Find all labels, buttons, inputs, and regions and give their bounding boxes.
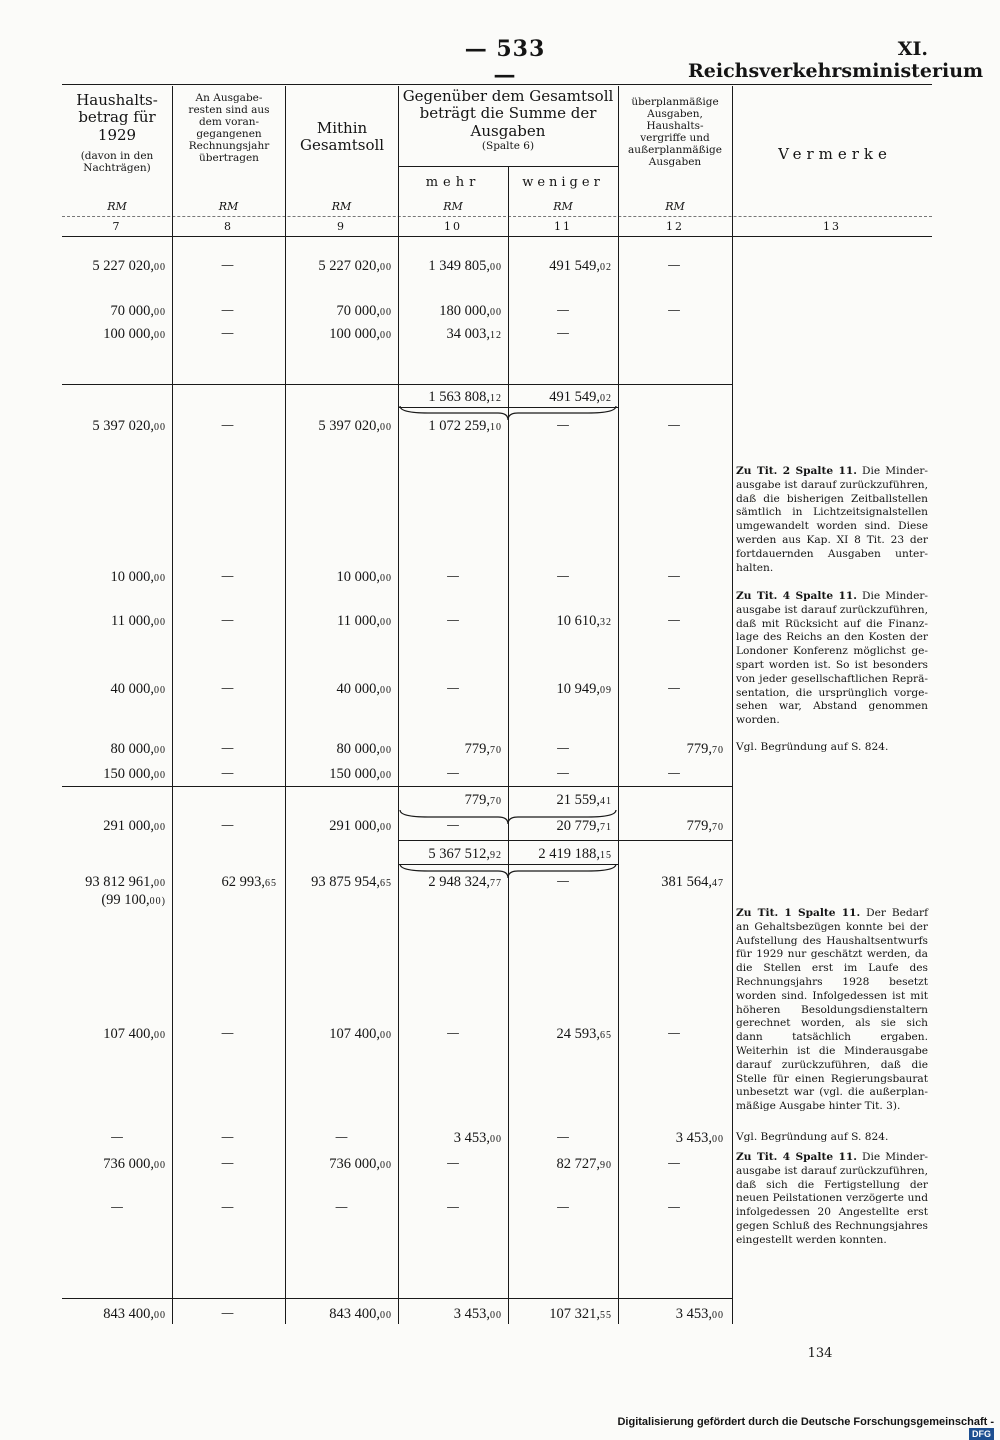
table-cell-c7: — [110,1200,124,1215]
table-cell-c11: — [556,303,570,318]
header-col-8 [178,92,280,164]
header-col-9 [300,120,384,155]
note-3-text: Vgl. Begründung auf S. 824. [736,741,889,753]
table-cell-c10: — [446,613,460,628]
note-1 [736,465,928,575]
table-cell-c10: — [446,569,460,584]
table-cell-c9: — [335,1130,348,1145]
header-col-10 [398,176,508,191]
note-2-text: Die Minderausgabe ist darauf zurückzuführen, daß mit Rücksicht auf die Finanzlage des Reichs an den Kosten der Londoner Konferenz möglichst gespart worden ist. So ist besonders von jeder gesellschaftlichen Repräsentation, die ursprünglich vorgesehen war, Abstand genommen worden. [736,590,928,727]
footer-text: Digitalisierung gefördert durch die Deutsche Forschungsgemeinschaft - [617,1416,994,1428]
dfg-logo: DFG [969,1428,994,1440]
colnum-7: 7 [112,220,122,233]
table-cell-c10: 779,70 [464,792,502,808]
table-cell-c10: 34 003,12 [446,326,502,342]
table-cell-c8: — [221,1306,234,1321]
table-cell-c7: 70 000,00 [110,303,166,319]
colnum-11: 11 [554,220,572,233]
table-cell-c12: — [667,418,681,433]
table-top-rule [62,84,932,85]
section-rule-b [62,786,732,787]
table-cell-c8: — [221,818,234,833]
table-cell-c11: — [556,1200,570,1215]
table-cell-c10: 1 072 259,10 [428,418,502,434]
table-cell-c12: 779,70 [686,741,724,757]
table-cell-c7: 5 397 020,00 [92,418,166,434]
header-col-7 [62,92,172,174]
table-cell-c10: 180 000,00 [439,303,502,319]
colnum-8: 8 [224,220,233,233]
table-cell-c8: — [221,1156,234,1171]
header-bottom-rule [62,236,932,237]
header-group [402,88,614,152]
table-cell-c8: — [221,1026,234,1041]
table-cell-c8: — [221,569,234,584]
table-cell-c9: 150 000,00 [329,766,392,782]
table-cell-c12: — [667,1026,681,1041]
table-cell-c8: — [221,613,234,628]
unit-col-8: RM [218,200,239,213]
header-col-11 [508,176,618,191]
section-title: XI. Reichsverkehrsministerium [688,38,984,82]
table-cell-c9: 10 000,00 [336,569,392,585]
unit-col-7: RM [107,200,127,213]
header-col-8-title: An Ausgabe- resten sind aus dem voran- gegangenen Rechnungsjahr übertragen [188,92,270,165]
table-cell-c11: 82 727,90 [556,1156,612,1172]
table-cell-c10: 1 349 805,00 [428,258,502,274]
table-cell-c7: 107 400,00 [103,1026,166,1042]
colnum-10: 10 [444,220,462,233]
table-cell-c9: 843 400,00 [329,1306,392,1322]
table-cell-c7: (99 100,00) [101,892,166,908]
table-cell-c7: 93 812 961,00 [85,874,166,890]
header-group-title: Gegenüber dem Gesamtsoll beträgt die Summe der Ausgaben [402,87,614,140]
header-col-12 [622,96,728,168]
table-cell-c9: 5 397 020,00 [318,418,392,434]
note-2 [736,590,928,728]
note-1-text: Die Minderausgabe ist darauf zurückzuführen, daß die bisherigen Zeitballstellen sämtlich in Lichtzeitsignalstellen umgewandelt worden sind. Diese werden aus Kap. XI 8 Tit. 23 der fortdauernden Ausgaben unterhalten. [736,465,928,574]
footer [608,1416,994,1440]
section-rule-a [62,384,732,385]
table-cell-c11: — [556,1130,570,1145]
note-1-head: Zu Tit. 2 Spalte 11. [736,465,857,477]
table-cell-c12: 3 453,00 [675,1130,724,1146]
table-cell-c9: 291 000,00 [329,818,392,834]
page-number: — 533 — [464,36,546,88]
table-cell-c8: — [221,258,234,273]
table-cell-c10: 779,70 [464,741,502,757]
table-cell-c12: — [667,766,681,781]
table-cell-c9: 5 227 020,00 [318,258,392,274]
table-cell-c8: — [221,766,234,781]
table-cell-c12: — [667,303,681,318]
table-cell-c11: — [556,766,570,781]
table-cell-c8: 62 993,65 [221,874,277,890]
table-cell-c9: 93 875 954,65 [311,874,392,890]
header-col-12-title: überplanmäßige Ausgaben, Haushalts- vergriffe und außerplanmäßige Ausgaben [628,96,722,169]
table-cell-c7: 736 000,00 [103,1156,166,1172]
table-cell-c12: 779,70 [686,818,724,834]
table-cell-c11: 2 419 188,15 [538,846,612,862]
table-cell-c7: — [110,1130,124,1145]
table-cell-c8: — [221,741,234,756]
note-6-head: Zu Tit. 4 Spalte 11. [736,1151,857,1163]
note-4-head: Zu Tit. 1 Spalte 11. [736,907,861,919]
note-6 [736,1151,928,1248]
table-cell-c10: — [446,818,460,833]
table-cell-c11: — [556,418,570,433]
section-rule-c [62,1298,732,1299]
table-cell-c10: 1 563 808,12 [428,389,502,405]
header-col-7-title: Haushalts- betrag für 1929 [76,91,158,144]
unit-col-9: RM [331,200,352,213]
table-cell-c10: — [446,766,460,781]
note-3 [736,741,928,755]
table-cell-c7: 10 000,00 [110,569,166,585]
table-cell-c10: — [446,1156,460,1171]
note-4-text: Der Bedarf an Gehaltsbezügen konnte bei der Aufstellung des Haushaltsentwurfs für 1929 nur geschätzt werden, da die Stellen erst im Laufe des Rechnungsjahrs 1928 besetzt worden sind. Infolgedessen ist mit höheren Besoldungsdienstaltern gerechnet worden, als sie sich dann tatsächlich ergaben. Weiterhin ist die Minderausgabe darauf zurückzuführen, daß die Stelle für einen Regierungsbaurat unbesetzt war (vgl. die außerplanmäßige Ausgabe hinter Tit. 3). [736,907,928,1113]
table-cell-c10: 3 453,00 [453,1306,502,1322]
table-cell-c7: 100 000,00 [103,326,166,342]
header-group-sub: (Spalte 6) [481,139,535,152]
table-cell-c8: — [221,303,234,318]
table-cell-c7: 5 227 020,00 [92,258,166,274]
table-cell-c8: — [221,1200,234,1215]
table-cell-c9: 736 000,00 [329,1156,392,1172]
colnum-12: 12 [666,220,684,233]
table-cell-c7: 291 000,00 [103,818,166,834]
subtotal-rule-b [398,840,732,841]
table-cell-c9: 70 000,00 [336,303,392,319]
table-cell-c12: — [667,1156,681,1171]
colnum-9: 9 [337,220,346,233]
header-col-7-sub: (davon in den Nachträgen) [80,149,154,174]
table-cell-c9: 11 000,00 [337,613,392,629]
table-cell-c7: 150 000,00 [103,766,166,782]
note-6-text: Die Minderausgabe ist darauf zurückzuführen, daß sich die Fertigstellung der neuen Peilstationen verzögerte und infolgedessen 20 Angestellte erst gegen Schluß des Rechnungsjahres eingestellt werden konnten. [736,1151,928,1246]
table-cell-c8: — [221,681,234,696]
table-cell-c11: 20 779,71 [556,818,612,834]
table-cell-c7: 40 000,00 [110,681,166,697]
bottom-page-number: 134 [807,1346,833,1361]
table-cell-c11: 491 549,02 [549,389,612,405]
note-2-head: Zu Tit. 4 Spalte 11. [736,590,857,602]
table-cell-c11: — [556,569,570,584]
table-cell-c11: 24 593,65 [556,1026,612,1042]
table-cell-c10: — [446,1026,460,1041]
header-col-13 [740,146,930,163]
table-cell-c10: 5 367 512,92 [428,846,502,862]
note-4 [736,907,928,1114]
colnum-13: 13 [823,220,841,233]
table-cell-c12: 381 564,47 [661,874,724,890]
table-cell-c12: — [667,1200,681,1215]
table-cell-c11: 10 610,32 [556,613,612,629]
table-cell-c8: — [221,1130,234,1145]
table-cell-c12: — [667,613,681,628]
table-cell-c11: — [556,326,570,341]
unit-col-12: RM [665,200,685,213]
table-cell-c11: 21 559,41 [556,792,612,808]
unit-col-10: RM [443,200,463,213]
table-cell-c12: 3 453,00 [675,1306,724,1322]
note-5 [736,1131,928,1145]
table-cell-c11: — [556,741,570,756]
table-cell-c9: 100 000,00 [329,326,392,342]
header-col-11-title: weniger [522,175,604,190]
table-cell-c11: 10 949,09 [556,681,612,697]
unit-col-11: RM [553,200,573,213]
table-cell-c10: — [446,681,460,696]
header-col-13-title: Vermerke [778,145,892,163]
table-cell-c10: 2 948 324,77 [428,874,502,890]
table-cell-c9: 107 400,00 [329,1026,392,1042]
table-cell-c11: — [556,874,570,889]
col-rule-6 [732,86,733,1324]
header-col-9-title: Mithin Gesamtsoll [300,119,385,155]
table-cell-c7: 80 000,00 [110,741,166,757]
table-cell-c8: — [221,418,234,433]
table-cell-c12: — [667,258,681,273]
table-cell-c10: 3 453,00 [453,1130,502,1146]
table-cell-c12: — [667,681,681,696]
table-cell-c7: 11 000,00 [111,613,166,629]
table-cell-c9: 40 000,00 [336,681,392,697]
table-cell-c7: 843 400,00 [103,1306,166,1322]
header-col-10-title: mehr [425,175,481,190]
unit-rule [62,216,932,217]
note-5-text: Vgl. Begründung auf S. 824. [736,1131,889,1143]
table-cell-c8: — [221,326,234,341]
table-cell-c12: — [667,569,681,584]
table-cell-c11: 107 321,55 [549,1306,612,1322]
table-cell-c9: 80 000,00 [336,741,392,757]
table-cell-c10: — [446,1200,460,1215]
table-cell-c9: — [335,1200,348,1215]
table-cell-c11: 491 549,02 [549,258,612,274]
